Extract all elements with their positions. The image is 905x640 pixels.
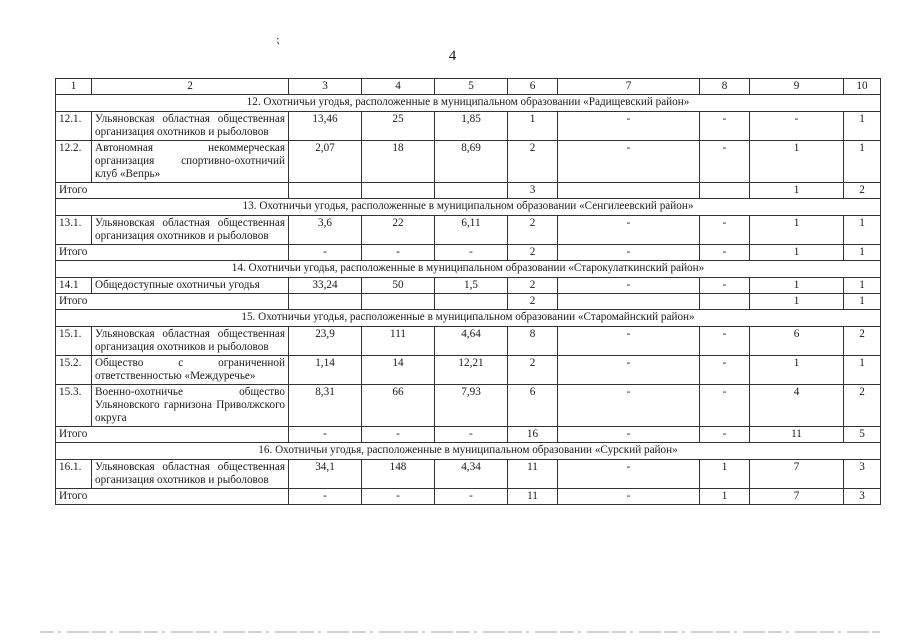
cell-c5: 8,69	[435, 141, 508, 183]
column-number: 6	[508, 79, 558, 95]
cell-c6: 6	[508, 385, 558, 427]
section-title: 16. Охотничьи угодья, расположенные в муниципальном образовании «Сурский район»	[56, 443, 881, 460]
total-c7	[558, 294, 700, 310]
cell-c6: 1	[508, 112, 558, 141]
table-row	[56, 327, 881, 356]
section-title: 14. Охотничьи угодья, расположенные в муниципальном образовании «Старокулаткинский район»	[56, 261, 881, 278]
cell-c8: -	[700, 141, 750, 183]
cell-c4: 66	[362, 385, 435, 427]
cell-c6: 2	[508, 278, 558, 294]
row-number: 13.1.	[56, 216, 92, 245]
total-c6: 11	[508, 489, 558, 505]
cell-c6: 2	[508, 216, 558, 245]
cell-c9: 7	[750, 460, 844, 489]
cell-c5: 12,21	[435, 356, 508, 385]
organization-name: Автономная некоммерческая организация спортивно-охотничий клуб «Вепрь»	[92, 141, 289, 183]
total-label: Итого	[56, 245, 289, 261]
section-title-row	[56, 95, 881, 112]
cell-c3: 2,07	[289, 141, 362, 183]
cell-c9: 1	[750, 356, 844, 385]
table-row	[56, 385, 881, 427]
organization-name: Ульяновская областная общественная организация охотников и рыболовов	[92, 216, 289, 245]
total-c10: 1	[844, 245, 881, 261]
cell-c3: 33,24	[289, 278, 362, 294]
row-number: 12.2.	[56, 141, 92, 183]
row-number: 12.1.	[56, 112, 92, 141]
cell-c6: 2	[508, 141, 558, 183]
total-label: Итого	[56, 294, 289, 310]
cell-c7: -	[558, 356, 700, 385]
column-number-row	[56, 79, 881, 95]
total-c4: -	[362, 427, 435, 443]
cell-c7: -	[558, 216, 700, 245]
total-row	[56, 294, 881, 310]
table-row	[56, 356, 881, 385]
column-number: 1	[56, 79, 92, 95]
total-c3	[289, 294, 362, 310]
total-c5: -	[435, 427, 508, 443]
cell-c9: -	[750, 112, 844, 141]
table-row	[56, 112, 881, 141]
cell-c4: 14	[362, 356, 435, 385]
section-title: 12. Охотничьи угодья, расположенные в муниципальном образовании «Радищевский район»	[56, 95, 881, 112]
column-number: 4	[362, 79, 435, 95]
organization-name: Общедоступные охотничьи угодья	[92, 278, 289, 294]
total-c5: -	[435, 489, 508, 505]
total-row	[56, 245, 881, 261]
row-number: 15.2.	[56, 356, 92, 385]
total-c9: 11	[750, 427, 844, 443]
total-c5	[435, 183, 508, 199]
scan-edge-noise	[0, 622, 905, 640]
cell-c5: 6,11	[435, 216, 508, 245]
table-row	[56, 278, 881, 294]
total-c6: 3	[508, 183, 558, 199]
cell-c4: 22	[362, 216, 435, 245]
cell-c6: 8	[508, 327, 558, 356]
row-number: 15.1.	[56, 327, 92, 356]
table-row	[56, 216, 881, 245]
cell-c4: 25	[362, 112, 435, 141]
cell-c5: 1,5	[435, 278, 508, 294]
section-title: 13. Охотничьи угодья, расположенные в муниципальном образовании «Сенгилеевский район»	[56, 199, 881, 216]
section-title-row	[56, 310, 881, 327]
cell-c7: -	[558, 460, 700, 489]
cell-c3: 13,46	[289, 112, 362, 141]
column-number: 9	[750, 79, 844, 95]
cell-c10: 2	[844, 385, 881, 427]
column-number: 7	[558, 79, 700, 95]
organization-name: Общество с ограниченной ответственностью «Междуречье»	[92, 356, 289, 385]
cell-c4: 111	[362, 327, 435, 356]
cell-c5: 7,93	[435, 385, 508, 427]
cell-c8: -	[700, 112, 750, 141]
total-c9: 1	[750, 294, 844, 310]
total-c10: 5	[844, 427, 881, 443]
cell-c7: -	[558, 278, 700, 294]
cell-c10: 2	[844, 327, 881, 356]
total-c4	[362, 294, 435, 310]
total-c5: -	[435, 245, 508, 261]
cell-c9: 1	[750, 278, 844, 294]
total-label: Итого	[56, 427, 289, 443]
total-label: Итого	[56, 183, 289, 199]
total-row	[56, 183, 881, 199]
total-c8: -	[700, 245, 750, 261]
column-number: 3	[289, 79, 362, 95]
scan-speck: ⁏	[276, 34, 280, 46]
cell-c10: 1	[844, 278, 881, 294]
cell-c8: -	[700, 327, 750, 356]
cell-c3: 3,6	[289, 216, 362, 245]
cell-c9: 1	[750, 216, 844, 245]
total-c4: -	[362, 489, 435, 505]
cell-c10: 1	[844, 141, 881, 183]
cell-c9: 6	[750, 327, 844, 356]
total-c6: 2	[508, 294, 558, 310]
page-number: 4	[448, 48, 457, 64]
total-c5	[435, 294, 508, 310]
cell-c10: 1	[844, 112, 881, 141]
cell-c7: -	[558, 327, 700, 356]
column-number: 2	[92, 79, 289, 95]
cell-c3: 1,14	[289, 356, 362, 385]
section-title: 15. Охотничьи угодья, расположенные в муниципальном образовании «Старомайнский район»	[56, 310, 881, 327]
section-title-row	[56, 443, 881, 460]
cell-c8: -	[700, 356, 750, 385]
total-c6: 16	[508, 427, 558, 443]
total-c3: -	[289, 489, 362, 505]
total-c8	[700, 294, 750, 310]
cell-c7: -	[558, 385, 700, 427]
cell-c10: 3	[844, 460, 881, 489]
cell-c4: 50	[362, 278, 435, 294]
column-number: 5	[435, 79, 508, 95]
total-c3: -	[289, 245, 362, 261]
cell-c8: -	[700, 385, 750, 427]
total-c7: -	[558, 245, 700, 261]
total-c8: -	[700, 427, 750, 443]
total-c4	[362, 183, 435, 199]
total-c10: 1	[844, 294, 881, 310]
column-number: 8	[700, 79, 750, 95]
cell-c6: 2	[508, 356, 558, 385]
total-c7	[558, 183, 700, 199]
hunting-grounds-table	[55, 78, 881, 505]
row-number: 16.1.	[56, 460, 92, 489]
total-c3: -	[289, 427, 362, 443]
cell-c8: 1	[700, 460, 750, 489]
cell-c5: 1,85	[435, 112, 508, 141]
cell-c9: 4	[750, 385, 844, 427]
total-c3	[289, 183, 362, 199]
row-number: 15.3.	[56, 385, 92, 427]
total-c6: 2	[508, 245, 558, 261]
organization-name: Ульяновская областная общественная организация охотников и рыболовов	[92, 112, 289, 141]
total-c9: 7	[750, 489, 844, 505]
total-row	[56, 489, 881, 505]
cell-c10: 1	[844, 216, 881, 245]
organization-name: Ульяновская областная общественная организация охотников и рыболовов	[92, 460, 289, 489]
cell-c7: -	[558, 112, 700, 141]
total-row	[56, 427, 881, 443]
total-c9: 1	[750, 245, 844, 261]
cell-c4: 148	[362, 460, 435, 489]
cell-c5: 4,34	[435, 460, 508, 489]
row-number: 14.1	[56, 278, 92, 294]
section-title-row	[56, 199, 881, 216]
cell-c9: 1	[750, 141, 844, 183]
cell-c3: 34,1	[289, 460, 362, 489]
cell-c10: 1	[844, 356, 881, 385]
organization-name: Ульяновская областная общественная организация охотников и рыболовов	[92, 327, 289, 356]
table-row	[56, 141, 881, 183]
cell-c8: -	[700, 216, 750, 245]
total-c8: 1	[700, 489, 750, 505]
total-c4: -	[362, 245, 435, 261]
cell-c3: 8,31	[289, 385, 362, 427]
cell-c5: 4,64	[435, 327, 508, 356]
cell-c8: -	[700, 278, 750, 294]
organization-name: Военно-охотничье общество Ульяновского гарнизона Приволжского округа	[92, 385, 289, 427]
total-c7: -	[558, 489, 700, 505]
cell-c4: 18	[362, 141, 435, 183]
cell-c3: 23,9	[289, 327, 362, 356]
total-c10: 2	[844, 183, 881, 199]
column-number: 10	[844, 79, 881, 95]
total-label: Итого	[56, 489, 289, 505]
total-c10: 3	[844, 489, 881, 505]
total-c9: 1	[750, 183, 844, 199]
section-title-row	[56, 261, 881, 278]
cell-c6: 11	[508, 460, 558, 489]
total-c8	[700, 183, 750, 199]
cell-c7: -	[558, 141, 700, 183]
table-row	[56, 460, 881, 489]
total-c7: -	[558, 427, 700, 443]
